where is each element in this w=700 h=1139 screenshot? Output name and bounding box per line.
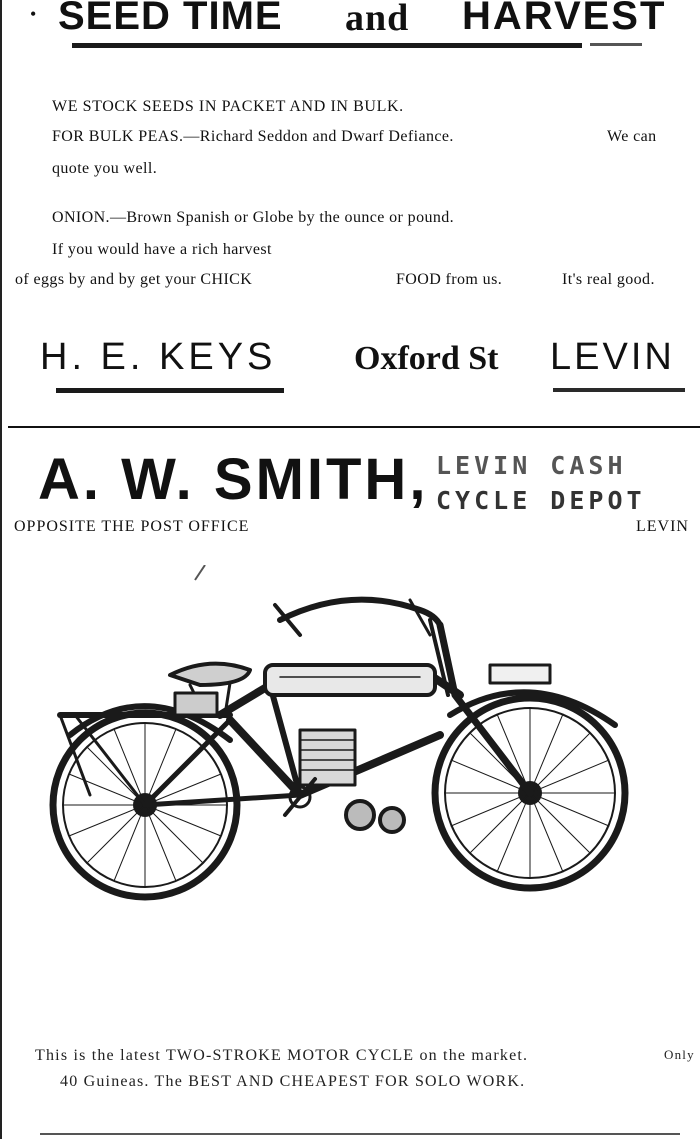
headline-harvest: HARVEST [462,0,667,38]
headline-and: and [345,0,410,39]
depot-name-line: LEVIN CASH [436,451,627,480]
caption-line: Only [664,1047,695,1062]
bottom-rule [40,1133,680,1135]
advertiser-town: LEVIN [550,336,675,378]
ad-text-line: FOOD from us. [396,271,503,288]
headline-seed-time: SEED TIME [58,0,283,38]
advertiser-location: OPPOSITE THE POST OFFICE [14,518,250,535]
ad-text-line: We can [607,128,657,145]
motor-cycle-illustration [30,565,660,905]
footer-rule [553,388,685,392]
ad-text-line: If you would have a rich harvest [52,241,272,258]
caption-line: 40 Guineas. The BEST AND CHEAPEST FOR SOLO WORK. [60,1073,526,1090]
headline-rule-tail [590,43,642,46]
advertiser-town: LEVIN [636,518,689,535]
ad-text-line: ONION.—Brown Spanish or Globe by the ounce or pound. [52,209,455,226]
ad-text-line: of eggs by and by get your CHICK [15,271,253,288]
ornament-dot: • [30,4,37,24]
scan-edge [0,0,2,1139]
ad-text-line: WE STOCK SEEDS IN PACKET AND IN BULK. [52,98,404,115]
advertiser-name: A. W. SMITH, [38,447,429,512]
ad-divider [8,426,700,428]
ad-text-line: quote you well. [52,160,158,177]
footer-rule [56,388,284,393]
ad-text-line: FOR BULK PEAS.—Richard Seddon and Dwarf Defiance. [52,128,454,145]
ad-text-line: It's real good. [562,271,655,288]
headline-rule [72,43,582,48]
advertiser-street: Oxford St [354,340,499,377]
depot-name-line: CYCLE DEPOT [436,486,646,515]
advertiser-name: H. E. KEYS [40,336,277,378]
caption-line: This is the latest TWO-STROKE MOTOR CYCLE on the market. [35,1047,529,1064]
